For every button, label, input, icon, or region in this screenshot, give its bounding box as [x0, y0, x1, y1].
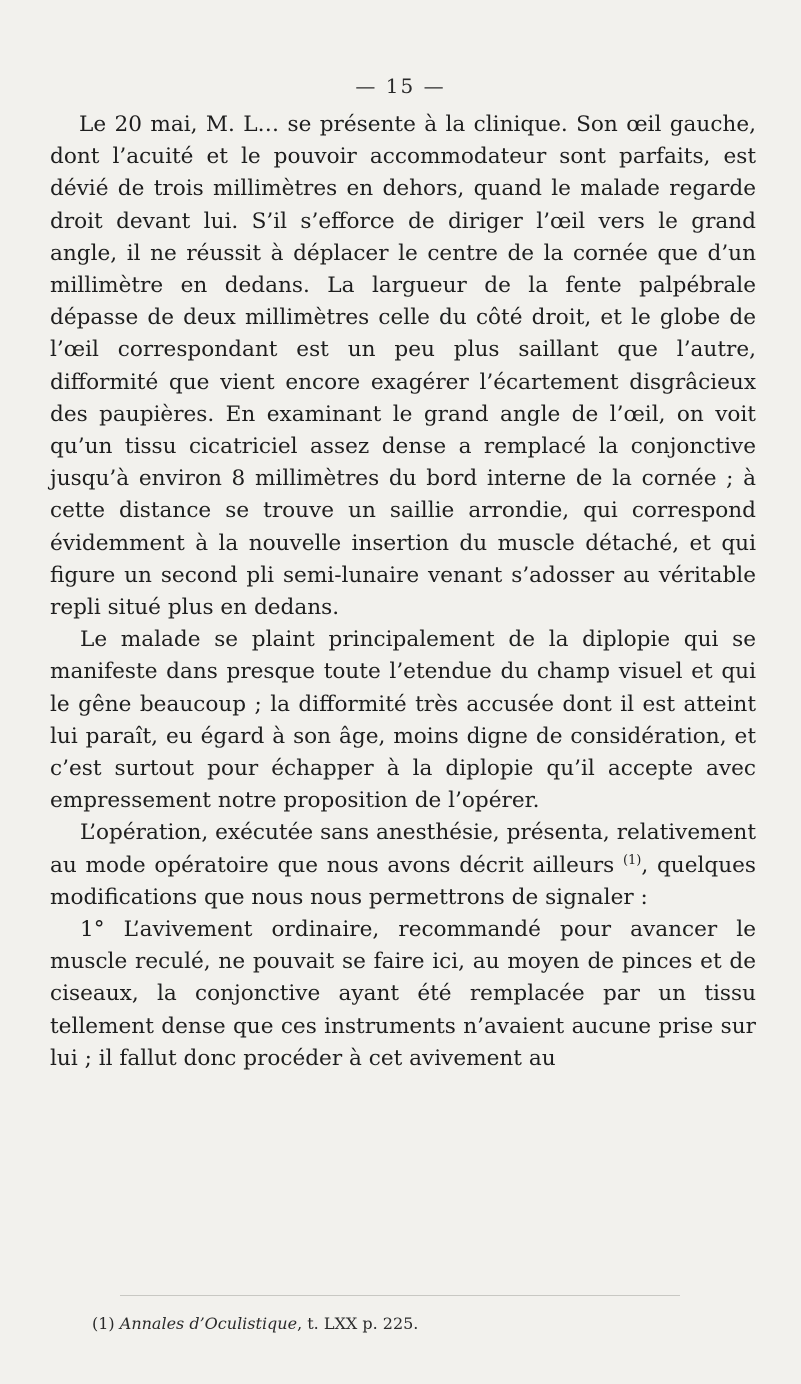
paragraph-operation [50, 817, 756, 914]
footnote-marker: (1) [92, 1314, 115, 1333]
paragraph-case-description: Le 20 mai, M. L… se présente à la clinique. Son œil gauche, dont l’acuité et le pouvoir accommodateur sont parfaits, est dévié de trois millimètres en dehors, quand le malade regarde droit devant lui. S’il s’efforce de diriger l’œil vers le grand angle, il ne réussit à déplacer le centre de la cornée que d’un millimètre en dedans. La largueur de la fente palpébrale dépasse de deux millimètres celle du côté droit, et le globe de l’œil correspondant est un peu plus saillant que l’autre, difformité que vient encore exagérer l’écartement disgrâcieux des paupières. En examinant le grand angle de l’œil, on voit qu’un tissu cicatriciel assez dense a remplacé la conjonctive jusqu’à environ 8 millimètres du bord interne de la cornée ; à cette distance se trouve un saillie arrondie, qui correspond évidemment à la nouvelle insertion du muscle détaché, et qui figure un second pli semi-lunaire venant s’adosser au véritable repli situé plus en dedans. [50, 112, 756, 621]
footnote-journal-title: Annales d’Oculistique [119, 1314, 298, 1333]
body-text [50, 109, 756, 1075]
page-number: — 15 — [355, 74, 446, 98]
paragraph-avivement: 1° L’avivement ordinaire, recommandé pour avancer le muscle reculé, ne pouvait se faire ici, au moyen de pinces et de ciseaux, la conjonctive ayant été remplacée par un tissu tellement dense que ces instruments n’avaient aucune prise sur lui ; il fallut donc procéder à cet avivement au [50, 917, 756, 1071]
paragraph-diplopia: Le malade se plaint principalement de la diplopie qui se manifeste dans presque toute l’etendue du champ visuel et qui le gêne beaucoup ; la difformité très accusée dont il est atteint lui paraît, eu égard à son âge, moins digne de considération, et c’est surtout pour échapper à la diplopie qu’il accepte avec empressement notre proposition de l’opérer. [50, 627, 756, 814]
footnote-citation: , t. LXX p. 225. [297, 1314, 419, 1333]
footnote-divider [120, 1295, 680, 1296]
footnote [92, 1314, 418, 1333]
paragraph-operation-text-b: , quelques modifications que nous nous permettrons de signaler : [50, 852, 756, 910]
paragraph-operation-text-a: L’opération, exécutée sans anesthésie, présenta, relativement au mode opératoire que nous avons décrit ailleurs [50, 820, 756, 878]
footnote-reference: (1) [622, 852, 642, 868]
